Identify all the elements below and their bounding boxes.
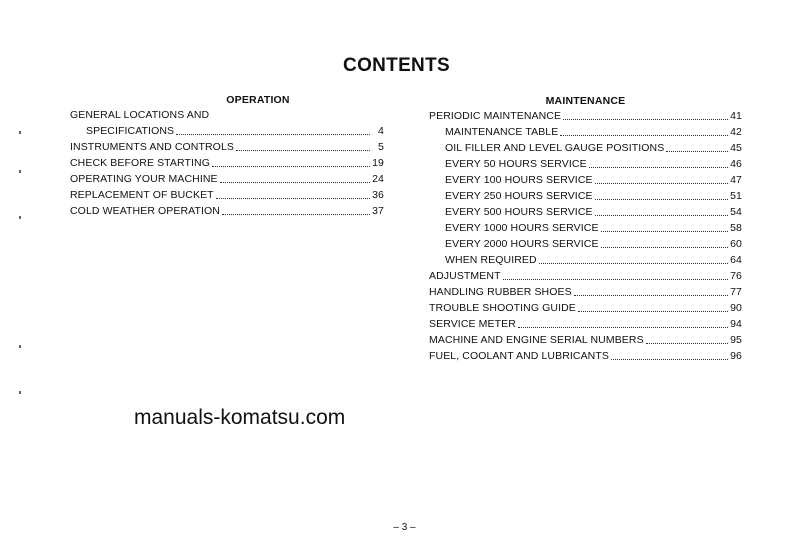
- scan-speck: [19, 170, 21, 173]
- toc-entry[interactable]: [429, 332, 742, 348]
- toc-entry-page: 77: [730, 286, 742, 298]
- scan-speck: [19, 345, 21, 348]
- toc-entry-page: 76: [730, 270, 742, 282]
- toc-entry-page: 42: [730, 126, 742, 138]
- toc-entry-label: SERVICE METER: [429, 318, 516, 330]
- dot-leader: [176, 133, 370, 135]
- toc-entry[interactable]: [70, 123, 384, 139]
- dot-leader: [595, 182, 728, 184]
- dot-leader: [601, 246, 728, 248]
- toc-entry-page: 19: [372, 157, 384, 169]
- dot-leader: [222, 213, 370, 215]
- dot-leader: [611, 358, 728, 360]
- dot-leader: [503, 278, 728, 280]
- toc-entry-label: EVERY 2000 HOURS SERVICE: [445, 238, 599, 250]
- dot-leader: [539, 262, 728, 264]
- toc-entry-page: 95: [730, 334, 742, 346]
- toc-entry-page: 37: [372, 205, 384, 217]
- toc-entry[interactable]: [70, 139, 384, 155]
- toc-entry-label: EVERY 1000 HOURS SERVICE: [445, 222, 599, 234]
- toc-entry[interactable]: [429, 316, 742, 332]
- operation-heading: OPERATION: [226, 94, 290, 106]
- toc-entry-label: CHECK BEFORE STARTING: [70, 157, 210, 169]
- dot-leader: [236, 149, 370, 151]
- toc-entry[interactable]: [429, 268, 742, 284]
- toc-entry-page: 96: [730, 350, 742, 362]
- toc-entry-label: INSTRUMENTS AND CONTROLS: [70, 141, 234, 153]
- dot-leader: [601, 230, 728, 232]
- toc-entry-page: 60: [730, 238, 742, 250]
- toc-entry-label: ADJUSTMENT: [429, 270, 501, 282]
- dot-leader: [212, 165, 370, 167]
- dot-leader: [578, 310, 728, 312]
- page-title: CONTENTS: [343, 55, 450, 76]
- toc-entry-label: GENERAL LOCATIONS AND: [70, 109, 210, 121]
- maintenance-column: [429, 94, 742, 364]
- operation-column: [70, 93, 384, 219]
- operation-toc-list: [70, 107, 384, 219]
- dot-leader: [666, 150, 728, 152]
- toc-entry-page: 94: [730, 318, 742, 330]
- toc-entry-label: HANDLING RUBBER SHOES: [429, 286, 572, 298]
- dot-leader: [595, 198, 728, 200]
- dot-leader: [574, 294, 728, 296]
- toc-entry-page: 64: [730, 254, 742, 266]
- dot-leader: [560, 134, 728, 136]
- toc-entry[interactable]: [429, 204, 742, 220]
- toc-entry-label: COLD WEATHER OPERATION: [70, 205, 220, 217]
- toc-entry-label: PERIODIC MAINTENANCE: [429, 110, 562, 122]
- toc-entry-page: 46: [730, 158, 742, 170]
- dot-leader: [646, 342, 728, 344]
- toc-entry-page: 51: [730, 190, 742, 202]
- toc-entry-page: 5: [378, 141, 384, 153]
- toc-entry-page: 58: [730, 222, 742, 234]
- toc-entry[interactable]: [70, 155, 384, 171]
- maintenance-toc-list: [429, 108, 742, 364]
- toc-entry-label: EVERY 100 HOURS SERVICE: [445, 174, 593, 186]
- toc-entry-label: OIL FILLER AND LEVEL GAUGE POSITIONS: [445, 142, 665, 154]
- toc-entry-page: 24: [372, 173, 384, 185]
- dot-leader: [595, 214, 728, 216]
- toc-entry[interactable]: [70, 203, 384, 219]
- toc-entry-page: 47: [730, 174, 742, 186]
- toc-entry[interactable]: [429, 124, 742, 140]
- page-number: – 3 –: [393, 522, 416, 533]
- scan-speck: [19, 391, 21, 394]
- toc-entry-page: 90: [730, 302, 742, 314]
- toc-entry[interactable]: [429, 252, 742, 268]
- toc-entry[interactable]: [429, 348, 742, 364]
- toc-entry[interactable]: [429, 156, 742, 172]
- toc-entry-label: OPERATING YOUR MACHINE: [70, 173, 218, 185]
- toc-entry[interactable]: [429, 140, 742, 156]
- toc-entry-page: 41: [730, 110, 742, 122]
- toc-entry-label: EVERY 50 HOURS SERVICE: [445, 158, 587, 170]
- toc-entry-label: SPECIFICATIONS: [86, 125, 175, 137]
- toc-entry[interactable]: [70, 171, 384, 187]
- dot-leader: [216, 197, 370, 199]
- maintenance-heading: MAINTENANCE: [545, 95, 626, 107]
- toc-entry-label: MAINTENANCE TABLE: [445, 126, 559, 138]
- scan-speck: [19, 131, 21, 134]
- watermark-text: manuals-komatsu.com: [134, 406, 346, 429]
- dot-leader: [518, 326, 728, 328]
- dot-leader: [563, 118, 728, 120]
- toc-entry[interactable]: [429, 236, 742, 252]
- toc-entry[interactable]: [429, 220, 742, 236]
- toc-entry-label: WHEN REQUIRED: [445, 254, 537, 266]
- dot-leader: [589, 166, 728, 168]
- toc-entry-label: FUEL, COOLANT AND LUBRICANTS: [429, 350, 609, 362]
- toc-entry[interactable]: [429, 188, 742, 204]
- scan-speck: [19, 216, 21, 219]
- toc-entry-label: EVERY 250 HOURS SERVICE: [445, 190, 593, 202]
- toc-entry-label: REPLACEMENT OF BUCKET: [70, 189, 214, 201]
- toc-entry[interactable]: [429, 300, 742, 316]
- toc-entry-label: TROUBLE SHOOTING GUIDE: [429, 302, 576, 314]
- dot-leader: [220, 181, 370, 183]
- toc-entry-page: 54: [730, 206, 742, 218]
- toc-entry[interactable]: [429, 284, 742, 300]
- toc-entry[interactable]: [429, 108, 742, 124]
- toc-entry[interactable]: [70, 107, 384, 123]
- toc-entry-page: 4: [378, 125, 384, 137]
- toc-entry-page: 45: [730, 142, 742, 154]
- toc-entry-label: MACHINE AND ENGINE SERIAL NUMBERS: [429, 334, 644, 346]
- toc-entry[interactable]: [429, 172, 742, 188]
- toc-entry-label: EVERY 500 HOURS SERVICE: [445, 206, 593, 218]
- toc-entry-page: 36: [372, 189, 384, 201]
- toc-entry[interactable]: [70, 187, 384, 203]
